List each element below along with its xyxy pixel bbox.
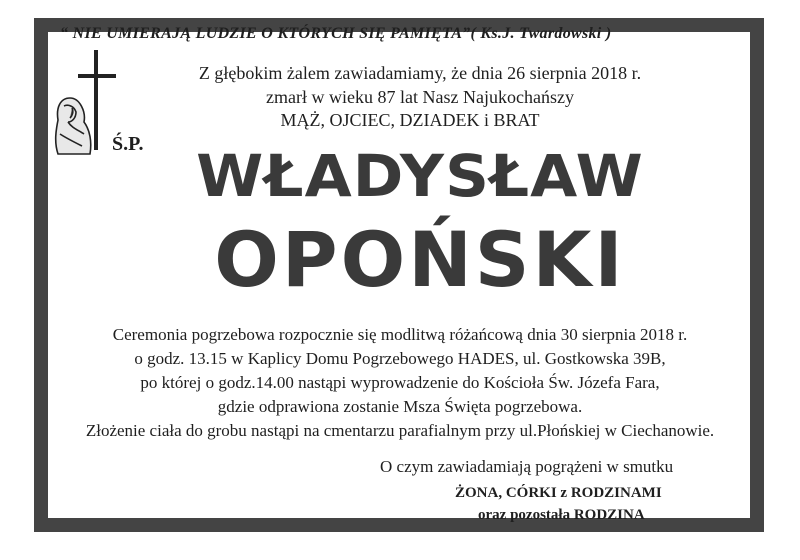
cross-icon [50,50,120,160]
deceased-first-name: WŁADYSŁAW [196,142,644,210]
printer-footer [44,538,494,554]
printer-contact: R.Żurawski tel. 23 672 14 88, 662 198 820 [235,538,494,553]
intro-line: zmarł w wieku 87 lat Nasz Najukochańszy [266,87,574,107]
ceremony-line: o godz. 13.15 w Kaplicy Domu Pogrzebowego HADES, ul. Gostkowska 39B, [134,349,666,368]
quote [60,25,730,43]
closing-line: O czym zawiadamiają pogrążeni w smutku [380,457,674,476]
ceremony-line: po której o godz.14.00 nastąpi wyprowadzenie do Kościoła Św. Józefa Fara, [140,373,660,392]
quote-text: “ NIE UMIERAJĄ LUDZIE O KTÓRYCH SIĘ PAMIĘTA” [60,25,471,42]
intro-line: MĄŻ, OJCIEC, DZIADEK i BRAT [280,110,540,130]
ceremony-line: Ceremonia pogrzebowa rozpocznie się modlitwą różańcową dnia 30 sierpnia 2018 r. [112,325,688,344]
printer-label: DRUK: Z.U.P. "HADES" [44,538,224,553]
family-line: oraz pozostała RODZINA [478,507,645,523]
deceased-last-name: OPOŃSKI [214,215,626,304]
ceremony-line: gdzie odprawiona zostanie Msza Święta pogrzebowa. [217,397,583,416]
family-line: ŻONA, CÓRKI z RODZINAMI [455,485,662,501]
prefix-sp: Ś.P. [112,133,144,155]
quote-source: ( Ks.J. Twardowski ) [470,25,612,42]
intro-line: Z głębokim żalem zawiadamiamy, że dnia 26 sierpnia 2018 r. [198,63,642,83]
mourning-figure-icon [56,98,91,154]
ceremony-line: Złożenie ciała do grobu nastąpi na cmentarzu parafialnym przy ul.Płońskiej w Ciechanowie. [85,421,715,440]
ceremony-details [44,323,756,443]
